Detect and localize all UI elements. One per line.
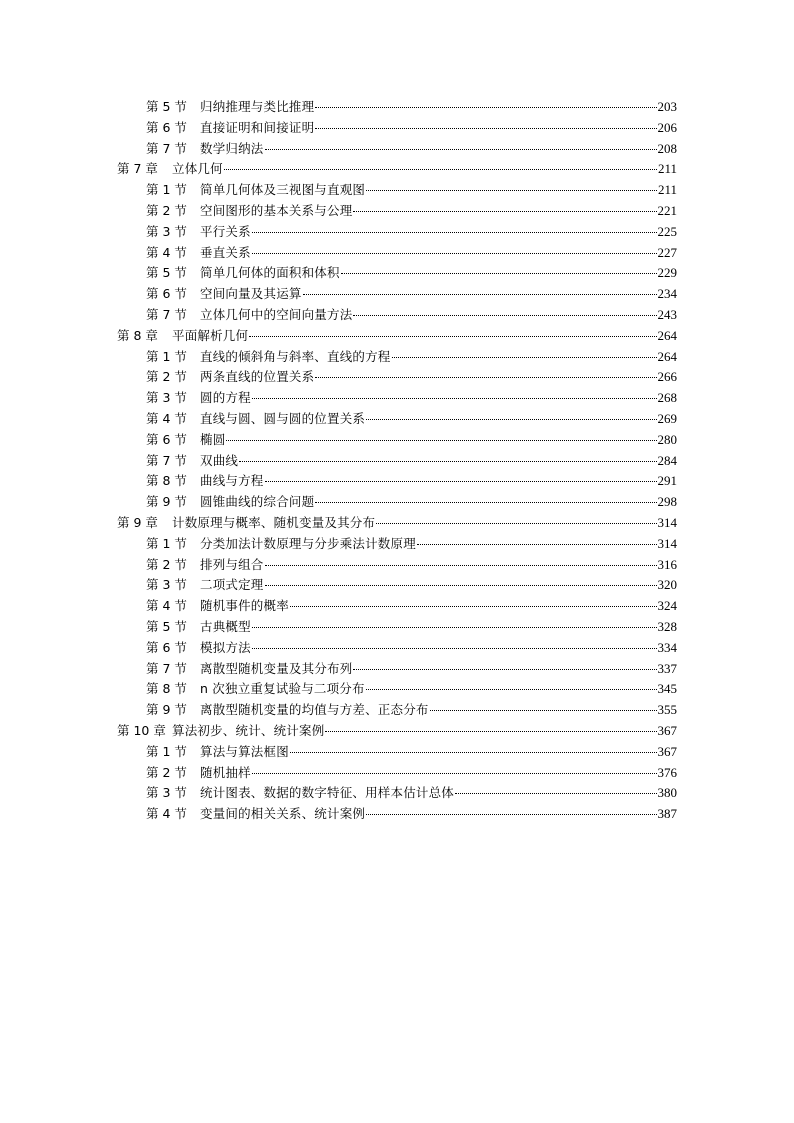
toc-section-entry[interactable]	[117, 471, 677, 492]
table-of-contents	[117, 97, 677, 825]
toc-section-entry[interactable]	[117, 700, 677, 721]
toc-entry-number: 第 8 节	[146, 681, 187, 697]
toc-entry-page: 234	[657, 286, 677, 302]
toc-section-entry[interactable]	[117, 783, 677, 804]
toc-entry-title: 模拟方法	[200, 639, 251, 655]
dot-leader	[226, 440, 656, 441]
toc-entry-number: 第 1 节	[146, 535, 187, 551]
toc-entry-title: 算法与算法框图	[200, 743, 289, 759]
dot-leader	[417, 544, 657, 545]
toc-section-entry[interactable]	[117, 804, 677, 825]
dot-leader	[252, 398, 657, 399]
toc-section-entry[interactable]	[117, 305, 677, 326]
toc-chapter-entry[interactable]	[117, 326, 677, 347]
dot-leader	[315, 502, 656, 503]
toc-entry-title: 双曲线	[200, 452, 239, 468]
toc-entry-number: 第 9 章	[117, 514, 158, 530]
toc-section-entry[interactable]	[117, 763, 677, 784]
dot-leader	[392, 357, 657, 358]
toc-entry-title: 简单几何体及三视图与直观图	[200, 182, 366, 198]
toc-entry-page: 280	[657, 431, 677, 447]
toc-entry-number: 第 6 节	[146, 431, 187, 447]
toc-entry-page: 221	[657, 202, 677, 218]
toc-entry-number: 第 2 节	[146, 556, 187, 572]
toc-entry-page: 314	[657, 535, 677, 551]
toc-section-entry[interactable]	[117, 742, 677, 763]
dot-leader	[315, 128, 656, 129]
toc-chapter-entry[interactable]	[117, 513, 677, 534]
dot-leader	[366, 814, 656, 815]
dot-leader	[353, 669, 656, 670]
dot-leader	[265, 565, 657, 566]
toc-entry-number: 第 8 节	[146, 473, 187, 489]
toc-chapter-entry[interactable]	[117, 159, 677, 180]
toc-entry-title: 离散型随机变量的均值与方差、正态分布	[200, 702, 429, 718]
toc-entry-page: 387	[657, 806, 677, 822]
toc-entry-page: 316	[657, 556, 677, 572]
toc-entry-page: 206	[657, 119, 677, 135]
toc-section-entry[interactable]	[117, 534, 677, 555]
toc-entry-number: 第 7 节	[146, 140, 187, 156]
toc-entry-title: 简单几何体的面积和体积	[200, 265, 340, 281]
toc-entry-title: 直线的倾斜角与斜率、直线的方程	[200, 348, 391, 364]
dot-leader	[315, 107, 656, 108]
dot-leader	[265, 149, 657, 150]
toc-entry-number: 第 4 节	[146, 598, 187, 614]
toc-entry-page: 314	[657, 514, 677, 530]
toc-entry-number: 第 7 节	[146, 306, 187, 322]
toc-entry-title: 分类加法计数原理与分步乘法计数原理	[200, 535, 416, 551]
toc-entry-title: 计数原理与概率、随机变量及其分布	[172, 514, 376, 530]
toc-entry-number: 第 9 节	[146, 702, 187, 718]
toc-entry-page: 337	[657, 660, 677, 676]
dot-leader	[252, 627, 657, 628]
toc-section-entry[interactable]	[117, 201, 677, 222]
dot-leader	[239, 461, 656, 462]
toc-chapter-entry[interactable]	[117, 721, 677, 742]
toc-entry-title: 二项式定理	[200, 577, 264, 593]
dot-leader	[224, 169, 657, 170]
toc-section-entry[interactable]	[117, 409, 677, 430]
dot-leader	[430, 710, 657, 711]
toc-section-entry[interactable]	[117, 263, 677, 284]
toc-entry-title: 空间图形的基本关系与公理	[200, 202, 353, 218]
toc-entry-page: 227	[657, 244, 677, 260]
toc-entry-title: 古典概型	[200, 618, 251, 634]
toc-entry-number: 第 7 节	[146, 452, 187, 468]
toc-entry-number: 第 2 节	[146, 202, 187, 218]
dot-leader	[290, 752, 657, 753]
toc-entry-title: 空间向量及其运算	[200, 286, 302, 302]
toc-entry-page: 268	[657, 390, 677, 406]
toc-entry-title: 数学归纳法	[200, 140, 264, 156]
toc-section-entry[interactable]	[117, 284, 677, 305]
toc-entry-number: 第 2 节	[146, 764, 187, 780]
toc-entry-title: 统计图表、数据的数字特征、用样本估计总体	[200, 785, 455, 801]
toc-entry-number: 第 3 节	[146, 223, 187, 239]
toc-entry-title: 直接证明和间接证明	[200, 119, 315, 135]
toc-section-entry[interactable]	[117, 222, 677, 243]
dot-leader	[315, 377, 656, 378]
toc-entry-title: 排列与组合	[200, 556, 264, 572]
dot-leader	[252, 773, 657, 774]
toc-entry-number: 第 5 节	[146, 618, 187, 634]
toc-entry-title: 圆的方程	[200, 390, 251, 406]
toc-entry-title: 立体几何	[172, 161, 223, 177]
dot-leader	[341, 273, 657, 274]
toc-entry-page: 298	[657, 494, 677, 510]
dot-leader	[265, 585, 657, 586]
toc-entry-number: 第 10 章	[117, 722, 166, 738]
toc-entry-page: 266	[657, 369, 677, 385]
toc-entry-page: 291	[657, 473, 677, 489]
toc-section-entry[interactable]	[117, 388, 677, 409]
toc-entry-page: 328	[657, 618, 677, 634]
toc-entry-title: 两条直线的位置关系	[200, 369, 315, 385]
toc-entry-page: 264	[657, 327, 677, 343]
toc-section-entry[interactable]	[117, 492, 677, 513]
toc-entry-title: 随机事件的概率	[200, 598, 289, 614]
dot-leader	[353, 211, 656, 212]
toc-section-entry[interactable]	[117, 617, 677, 638]
toc-entry-title: 算法初步、统计、统计案例	[172, 722, 325, 738]
toc-entry-title: 归纳推理与类比推理	[200, 99, 315, 114]
dot-leader	[290, 606, 657, 607]
toc-entry-number: 第 9 节	[146, 494, 187, 510]
dot-leader	[252, 253, 657, 254]
toc-entry-title: n 次独立重复试验与二项分布	[200, 681, 365, 697]
toc-entry-page: 284	[657, 452, 677, 468]
toc-entry-page: 225	[657, 223, 677, 239]
toc-entry-number: 第 3 节	[146, 390, 187, 406]
toc-section-entry[interactable]	[117, 180, 677, 201]
toc-entry-title: 垂直关系	[200, 244, 251, 260]
toc-entry-page: 376	[657, 764, 677, 780]
toc-entry-title: 平面解析几何	[172, 327, 249, 343]
toc-entry-title: 随机抽样	[200, 764, 251, 780]
toc-entry-number: 第 1 节	[146, 743, 187, 759]
toc-section-entry[interactable]	[117, 451, 677, 472]
toc-entry-page: 211	[657, 182, 677, 198]
toc-entry-number: 第 2 节	[146, 369, 187, 385]
toc-section-entry[interactable]	[117, 118, 677, 139]
toc-entry-number: 第 4 节	[146, 410, 187, 426]
toc-section-entry[interactable]	[117, 679, 677, 700]
dot-leader	[252, 232, 657, 233]
toc-entry-page: 211	[657, 161, 677, 177]
toc-section-entry[interactable]	[117, 430, 677, 451]
toc-entry-number: 第 5 节	[146, 265, 187, 281]
toc-entry-title: 直线与圆、圆与圆的位置关系	[200, 410, 366, 426]
toc-section-entry[interactable]	[117, 347, 677, 368]
toc-entry-number: 第 5 节	[146, 99, 187, 114]
toc-section-entry[interactable]	[117, 555, 677, 576]
toc-entry-title: 圆锥曲线的综合问题	[200, 494, 315, 510]
toc-entry-page: 208	[657, 140, 677, 156]
toc-entry-number: 第 6 节	[146, 639, 187, 655]
dot-leader	[252, 648, 657, 649]
toc-entry-number: 第 7 章	[117, 161, 158, 177]
toc-entry-page: 320	[657, 577, 677, 593]
toc-entry-number: 第 6 节	[146, 286, 187, 302]
toc-entry-title: 立体几何中的空间向量方法	[200, 306, 353, 322]
toc-entry-title: 椭圆	[200, 431, 226, 447]
dot-leader	[366, 190, 657, 191]
dot-leader	[353, 315, 656, 316]
toc-entry-number: 第 3 节	[146, 785, 187, 801]
toc-entry-page: 229	[657, 265, 677, 281]
dot-leader	[366, 689, 657, 690]
toc-entry-page: 203	[657, 99, 677, 114]
toc-entry-page: 264	[657, 348, 677, 364]
toc-entry-number: 第 3 节	[146, 577, 187, 593]
toc-entry-page: 380	[657, 785, 677, 801]
toc-entry-number: 第 7 节	[146, 660, 187, 676]
toc-entry-number: 第 6 节	[146, 119, 187, 135]
dot-leader	[265, 481, 657, 482]
toc-entry-number: 第 1 节	[146, 182, 187, 198]
toc-section-entry[interactable]	[117, 638, 677, 659]
toc-entry-page: 334	[657, 639, 677, 655]
toc-entry-number: 第 4 节	[146, 244, 187, 260]
toc-entry-page: 324	[657, 598, 677, 614]
toc-section-entry[interactable]	[117, 243, 677, 264]
dot-leader	[376, 523, 656, 524]
dot-leader	[303, 294, 657, 295]
toc-entry-page: 243	[657, 306, 677, 322]
toc-entry-number: 第 8 章	[117, 327, 158, 343]
toc-entry-title: 平行关系	[200, 223, 251, 239]
toc-section-entry[interactable]	[117, 367, 677, 388]
toc-section-entry[interactable]	[117, 575, 677, 596]
toc-entry-number: 第 1 节	[146, 348, 187, 364]
dot-leader	[249, 336, 656, 337]
toc-entry-page: 269	[657, 410, 677, 426]
toc-entry-page: 367	[657, 722, 677, 738]
toc-section-entry[interactable]	[117, 596, 677, 617]
toc-entry-title: 离散型随机变量及其分布列	[200, 660, 353, 676]
dot-leader	[325, 731, 656, 732]
dot-leader	[455, 793, 656, 794]
toc-entry-page: 345	[657, 681, 677, 697]
toc-section-entry[interactable]	[117, 659, 677, 680]
toc-entry-number: 第 4 节	[146, 806, 187, 822]
toc-section-entry[interactable]	[117, 97, 677, 118]
toc-section-entry[interactable]	[117, 139, 677, 160]
toc-entry-page: 367	[657, 743, 677, 759]
toc-entry-title: 曲线与方程	[200, 473, 264, 489]
toc-entry-page: 355	[657, 702, 677, 718]
toc-entry-title: 变量间的相关关系、统计案例	[200, 806, 366, 822]
dot-leader	[366, 419, 656, 420]
